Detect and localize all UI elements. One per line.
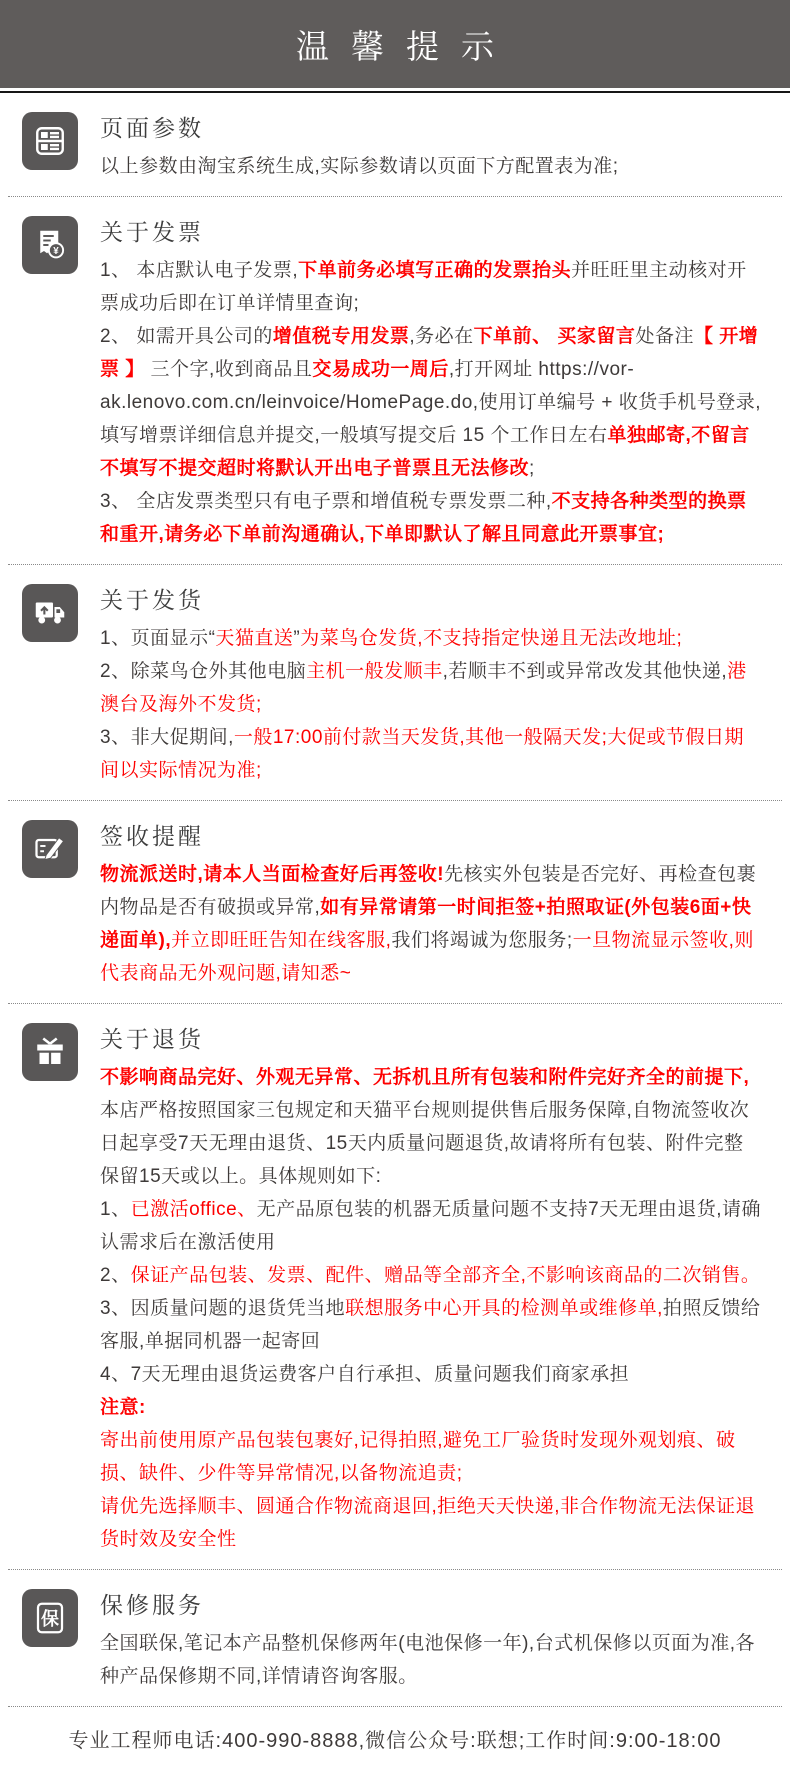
text-segment: 2、 如需开具公司的 (100, 326, 273, 347)
notice-section (8, 801, 782, 1004)
text-segment: 无产品原包装的机器无质量问题不支持7天无理由退货,请确认需求后在激活使用 (100, 1199, 762, 1253)
section-content (100, 212, 762, 551)
footer-text: 专业工程师电话:400-990-8888,微信公众号:联想;工作时间:9:00-18:00 (68, 1730, 722, 1752)
notice-paragraph (100, 254, 762, 320)
text-segment: 请优先选择顺丰、圆通合作物流商退回,拒绝天天快递,非合作物流无法保证退货时效及安全性 (100, 1496, 756, 1550)
notice-paragraph (100, 1391, 762, 1424)
section-body (100, 1061, 762, 1556)
svg-text:保: 保 (41, 1608, 59, 1629)
section-title: 保修服务 (100, 1592, 204, 1618)
section-body (100, 254, 762, 551)
section-content (100, 1019, 762, 1556)
notice-paragraph (100, 622, 762, 655)
section-content (100, 108, 762, 183)
text-segment: 为菜鸟仓发货,不支持指定快递且无法改地址; (300, 628, 683, 649)
text-segment: ” (293, 628, 301, 649)
text-segment: 天猫直送 (215, 628, 294, 649)
text-segment: 注意: (100, 1397, 146, 1418)
text-segment: 单独邮寄,不留言不填写不提交超时将默认开出电子普票且无法修改 (100, 425, 750, 479)
gift-icon (22, 1023, 78, 1081)
section-title: 关于发货 (100, 587, 204, 613)
notice-paragraph (100, 485, 762, 551)
section-title: 关于退货 (100, 1026, 204, 1052)
notice-paragraph (100, 1094, 762, 1193)
sections (0, 93, 790, 1707)
text-segment: 4、7天无理由退货运费客户自行承担、质量问题我们商家承担 (100, 1364, 630, 1385)
text-segment: 拍照反馈给客服,单据同机器一起寄回 (100, 1298, 761, 1352)
text-segment: ,务必在 (409, 326, 474, 347)
text-segment: 先核实外包装是否完好、再检查包裹内物品是否有破损或异常, (100, 864, 757, 918)
notice-paragraph (100, 1627, 762, 1693)
text-segment: 三个字,收到商品且 (144, 359, 313, 380)
notice-paragraph (100, 655, 762, 721)
grid-icon (22, 112, 78, 170)
text-segment: 以上参数由淘宝系统生成,实际参数请以页面下方配置表为准; (100, 156, 619, 177)
text-segment: 物流派送时,请本人当面检查好后再签收! (100, 864, 445, 885)
text-segment: 增值税专用发票 (272, 326, 410, 347)
notice-section (8, 565, 782, 801)
footer (0, 1707, 790, 1779)
notice-paragraph (100, 320, 762, 485)
text-segment: 2、 (100, 1265, 131, 1286)
text-segment: 保证产品包装、发票、配件、赠品等全部齐全,不影响该商品的二次销售。 (130, 1265, 761, 1286)
text-segment: ; (529, 458, 535, 479)
text-segment: 主机一般发顺丰 (306, 661, 443, 682)
text-segment: 我们将竭诚为您服务; (391, 930, 573, 951)
notice-section (8, 197, 782, 565)
text-segment: 1、 (100, 1199, 131, 1220)
notice-paragraph (100, 1490, 762, 1556)
page-title: 温馨提示 (296, 27, 516, 65)
text-segment: 并旺旺里主动核对开票成功后即在订单详情里查询; (100, 260, 747, 314)
text-segment: ,若顺丰不到或异常改发其他快递, (442, 661, 728, 682)
text-segment: 一旦物流显示签收,则代表商品无外观问题,请知悉~ (100, 930, 754, 984)
notice-paragraph (100, 150, 762, 183)
notice-paragraph (100, 1193, 762, 1259)
section-title: 页面参数 (100, 115, 204, 141)
text-segment: 联想服务中心开具的检测单或维修单, (345, 1298, 663, 1319)
section-content (100, 816, 762, 990)
text-segment: 处备注 (635, 326, 694, 347)
notice-header (0, 0, 790, 88)
section-title: 签收提醒 (100, 823, 204, 849)
text-segment: 并立即旺旺告知在线客服, (171, 930, 392, 951)
text-segment: 下单前、 买家留言 (473, 326, 636, 347)
warranty-icon (22, 1589, 78, 1647)
text-segment: 全国联保,笔记本产品整机保修两年(电池保修一年),台式机保修以页面为准,各种产品保修期不同,详情请咨询客服。 (100, 1633, 755, 1687)
text-segment: 已激活office、 (130, 1199, 257, 1220)
text-segment: 不支持各种类型的换票和重开,请务必下单前沟通确认,下单即默认了解且同意此开票事宜; (100, 491, 747, 545)
notice-paragraph (100, 1358, 762, 1391)
text-segment: 2、除菜鸟仓外其他电脑 (100, 661, 307, 682)
text-segment: 3、非大促期间, (100, 727, 234, 748)
text-segment: 下单前务必填写正确的发票抬头 (298, 260, 572, 281)
section-body (100, 622, 762, 787)
notice-section (8, 1570, 782, 1707)
text-segment: 3、因质量问题的退货凭当地 (100, 1298, 346, 1319)
notice-paragraph (100, 1259, 762, 1292)
notice-section (8, 93, 782, 197)
text-segment: 交易成功一周后 (312, 359, 449, 380)
text-segment: 如有异常请第一时间拒签+拍照取证(外包装6面+快递面单), (100, 897, 752, 951)
notice-paragraph (100, 858, 762, 990)
svg-text:¥: ¥ (53, 246, 59, 257)
notice-paragraph (100, 1292, 762, 1358)
text-segment: 【 开增票 】 (100, 326, 759, 380)
section-content (100, 580, 762, 787)
section-title: 关于发票 (100, 219, 204, 245)
section-body (100, 858, 762, 990)
notice-paragraph (100, 1424, 762, 1490)
truck-icon (22, 584, 78, 642)
signature-icon (22, 820, 78, 878)
section-body (100, 1627, 762, 1693)
notice-paragraph (100, 721, 762, 787)
text-segment: 寄出前使用原产品包装包裹好,记得拍照,避免工厂验货时发现外观划痕、破损、缺件、少件等异常情况,以备物流追责; (100, 1430, 736, 1484)
section-content (100, 1585, 762, 1693)
notice-section (8, 1004, 782, 1570)
text-segment: ,打开网址 https://vor-ak.lenovo.com.cn/leinvoice/HomePage.do,使用订单编号 + 收货手机号登录,填写增票详细信息并提交,一般填写提交后 15 个工作日左右 (100, 359, 762, 446)
text-segment: 一般17:00前付款当天发货,其他一般隔天发;大促或节假日期间以实际情况为准; (100, 727, 744, 781)
text-segment: 1、页面显示“ (100, 628, 216, 649)
notice-paragraph (100, 1061, 762, 1094)
section-body (100, 150, 762, 183)
text-segment: 不影响商品完好、外观无异常、无拆机且所有包装和附件完好齐全的前提下, (100, 1067, 750, 1088)
text-segment: 本店严格按照国家三包规定和天猫平台规则提供售后服务保障,自物流签收次日起享受7天无理由退货、15天内质量问题退货,故请将所有包装、附件完整保留15天或以上。具体规则如下: (100, 1100, 750, 1187)
text-segment: 港澳台及海外不发货; (100, 661, 747, 715)
invoice-icon (22, 216, 78, 274)
text-segment: 3、 全店发票类型只有电子票和增值税专票发票二种, (100, 491, 552, 512)
text-segment: 1、 本店默认电子发票, (100, 260, 299, 281)
